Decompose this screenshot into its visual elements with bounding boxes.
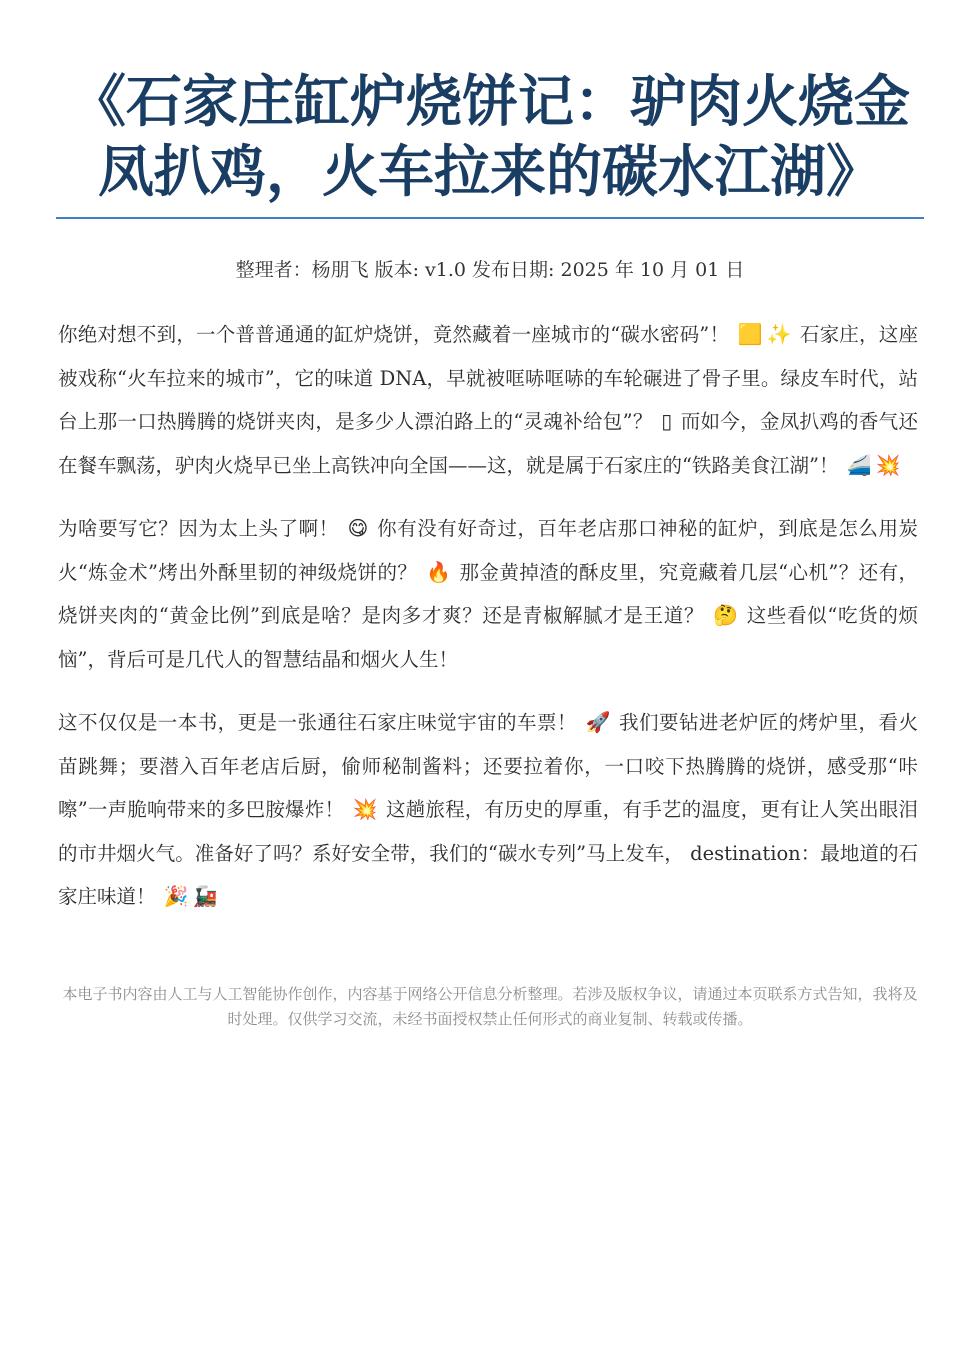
paragraph-intro-text-c: 而如今，金凤扒鸡的香气还在餐车飘荡，驴肉火烧早已坐上高铁冲向全国——这，就是属于石家庄的“铁路美食江湖”！ xyxy=(58,410,918,477)
locomotive-icon: 🚂 xyxy=(192,884,218,908)
paragraph-intro-text-a: 你绝对想不到，一个普普通通的缸炉烧饼，竟然藏着一座城市的“碳水密码”！ xyxy=(58,323,730,346)
paragraph-journey-text-c: 这趟旅程，有历史的厚重，有手艺的温度，更有让人笑出眼泪的市井烟火气。准备好了吗？系好安全带，我们的“碳水专列”马上发车， destination：最地道的石家庄味道！ xyxy=(58,798,918,908)
title-divider xyxy=(56,217,924,219)
paragraph-journey-text-a: 这不仅仅是一本书，更是一张通往石家庄味觉宇宙的车票！ xyxy=(58,711,577,734)
paragraph-why-text-c: 那金黄掉渣的酥皮里，究竟藏着几层“心机”？还有，烧饼夹肉的“黄金比例”到底是啥？是肉多才爽？还是青椒解腻才是王道？ xyxy=(58,560,918,627)
yum-face-icon: 😋 xyxy=(347,516,369,540)
thinking-face-icon: 🤔 xyxy=(712,603,738,627)
paragraph-why xyxy=(58,507,918,681)
paragraph-journey-text-b: 我们要钻进老炉匠的烤炉里，看火苗跳舞；要潜入百年老店后厨，偷师秘制酱料；还要拉着你，一口咬下热腾腾的烧饼，感受那“咔嚓”一声脆响带来的多巴胺爆炸！ xyxy=(58,711,918,821)
fire-icon: 🔥 xyxy=(425,559,451,584)
collision-icon: 💥 xyxy=(352,797,378,821)
collision-icon: 💥 xyxy=(875,452,901,477)
title-line-1: 《石家庄缸炉烧饼记：驴肉火烧金 xyxy=(70,70,910,135)
paragraph-intro-text-b: 石家庄，这座被戏称“火车拉来的城市”，它的味道 DNA，早就被哐哧哐哧的车轮碾进了骨子里。绿皮车时代，站台上那一口热腾腾的烧饼夹肉，是多少人漂泊路上的“灵魂补给包”？ xyxy=(58,323,918,433)
rocket-icon: 🚀 xyxy=(585,710,611,734)
copyright-notice: 本电子书内容由人工与人工智能协作创作，内容基于网络公开信息分析整理。若涉及版权争议，请通过本页联系方式告知，我将及时处理。仅供学习交流，未经书面授权禁止任何形式的商业复制、转载或传播。 xyxy=(62,985,918,1028)
sparkles-icon: ✨ xyxy=(766,322,792,346)
paragraph-why-text-b: 你有没有好奇过，百年老店那口神秘的缸炉，到底是怎么用炭火“炼金术”烤出外酥里韧的神级烧饼的？ xyxy=(58,517,919,584)
missing-glyph-icon: ▯ xyxy=(661,409,673,433)
high-speed-train-icon: 🚄 xyxy=(846,452,872,477)
body-text xyxy=(58,313,918,939)
party-popper-icon: 🎉 xyxy=(163,884,189,908)
paragraph-journey xyxy=(58,701,918,919)
yellow-square-icon: 🟨 xyxy=(737,322,763,346)
paragraph-why-text-a: 为啥要写它？因为太上头了啊！ xyxy=(58,517,339,540)
page-title xyxy=(56,68,924,208)
document-meta: 整理者：杨朋飞 版本: v1.0 发布日期: 2025 年 10 月 01 日 xyxy=(235,259,745,281)
paragraph-why-text-d: 这些看似“吃货的烦恼”，背后可是几代人的智慧结晶和烟火人生！ xyxy=(58,604,918,671)
paragraph-intro xyxy=(58,313,918,487)
title-line-2: 凤扒鸡，火车拉来的碳水江湖》 xyxy=(98,140,882,205)
